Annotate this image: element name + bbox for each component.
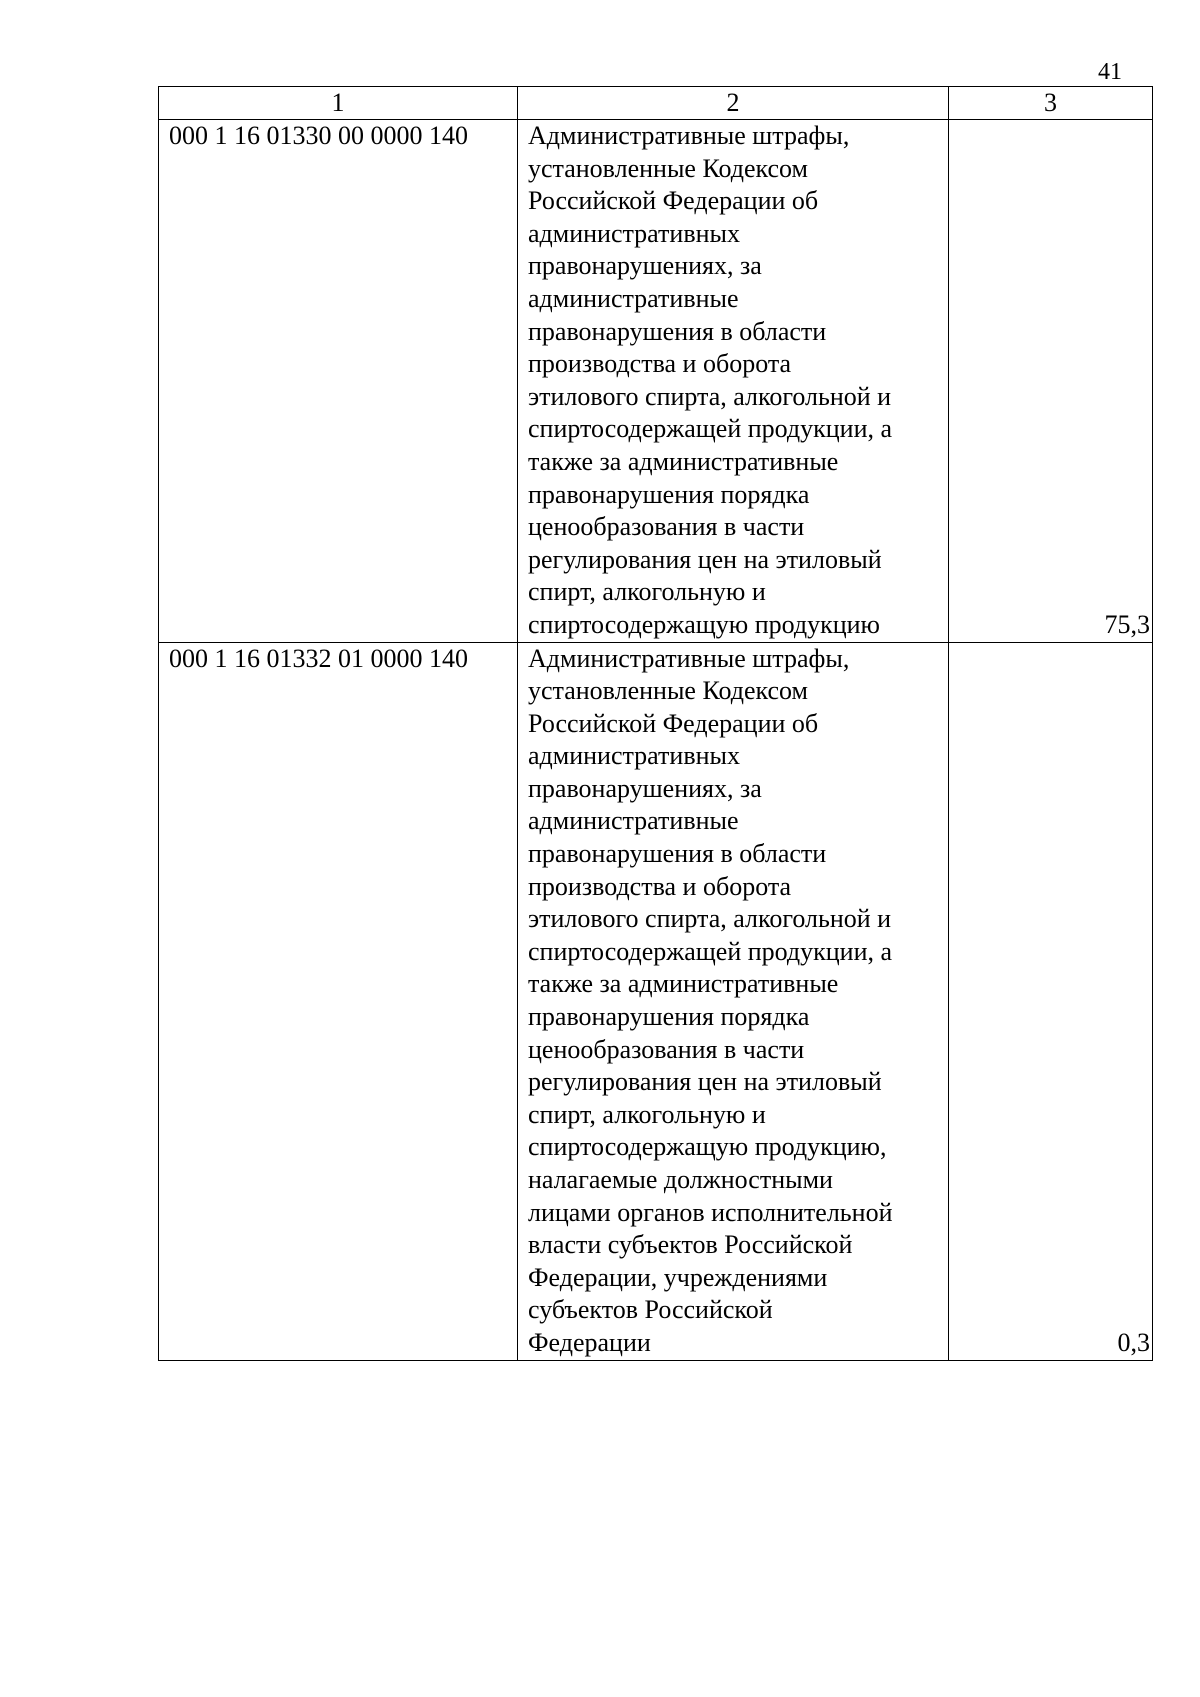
description-line: этилового спирта, алкогольной и: [528, 381, 892, 411]
description-line: регулирования цен на этиловый: [528, 1067, 882, 1097]
description-line: налагаемые должностными: [528, 1165, 833, 1194]
description-line: правонарушения в области: [528, 316, 827, 346]
description-line: лицами органов исполнительной: [528, 1197, 893, 1227]
amount-cell: 75,3: [949, 120, 1153, 643]
description-line: спиртосодержащую продукцию: [528, 609, 880, 639]
description-line: также за административные: [528, 969, 839, 999]
description-cell: [518, 120, 949, 643]
amount-cell: 0,3: [949, 642, 1153, 1360]
description-line: власти субъектов Российской: [528, 1230, 853, 1260]
description-line: административных: [528, 218, 740, 248]
description-line: административных: [528, 741, 740, 771]
description-line: правонарушения порядка: [528, 1002, 810, 1032]
description-line: Федерации: [528, 1327, 651, 1357]
description-line: спиртосодержащую продукцию,: [528, 1132, 887, 1162]
description-line: Российской Федерации об: [528, 708, 819, 738]
description-line: административные: [528, 806, 739, 836]
description-line: производства и оборота: [528, 349, 792, 379]
description-line: правонарушениях, за: [528, 773, 762, 803]
description-line: субъектов Российской: [528, 1295, 773, 1325]
description-line: регулирования цен на этиловый: [528, 544, 882, 574]
description-line: спиртосодержащей продукции, а: [528, 936, 893, 966]
description-line: спирт, алкогольную и: [528, 577, 766, 607]
description-line: Административные штрафы,: [528, 121, 850, 150]
description-line: спиртосодержащей продукции, а: [528, 414, 893, 444]
description-line: правонарушения порядка: [528, 479, 810, 509]
column-header-1: 1: [159, 87, 518, 120]
description-line: Федерации, учреждениями: [528, 1262, 828, 1292]
table-row: [159, 120, 1153, 643]
page-number: 41: [1098, 59, 1122, 85]
description-line: производства и оборота: [528, 871, 792, 901]
description-line: установленные Кодексом: [528, 676, 809, 706]
budget-code-cell: 000 1 16 01330 00 0000 140: [159, 120, 518, 643]
description-line: административные: [528, 283, 739, 313]
description-line: ценообразования в части: [528, 1034, 805, 1064]
description-line: этилового спирта, алкогольной и: [528, 904, 892, 934]
table-row: [159, 642, 1153, 1360]
description-line: ценообразования в части: [528, 512, 805, 542]
description-line: правонарушениях, за: [528, 251, 762, 281]
description-line: также за административные: [528, 446, 839, 476]
description-line: правонарушения в области: [528, 839, 827, 869]
description-cell: [518, 642, 949, 1360]
column-header-2: 2: [518, 87, 949, 120]
column-header-3: 3: [949, 87, 1153, 120]
description-line: Российской Федерации об: [528, 186, 819, 216]
description-line: установленные Кодексом: [528, 153, 809, 183]
description-line: Административные штрафы,: [528, 643, 850, 673]
description-line: спирт, алкогольную и: [528, 1099, 766, 1129]
revenue-table: [158, 86, 1153, 1361]
budget-code-cell: 000 1 16 01332 01 0000 140: [159, 642, 518, 1360]
table-header-row: [159, 87, 1153, 120]
